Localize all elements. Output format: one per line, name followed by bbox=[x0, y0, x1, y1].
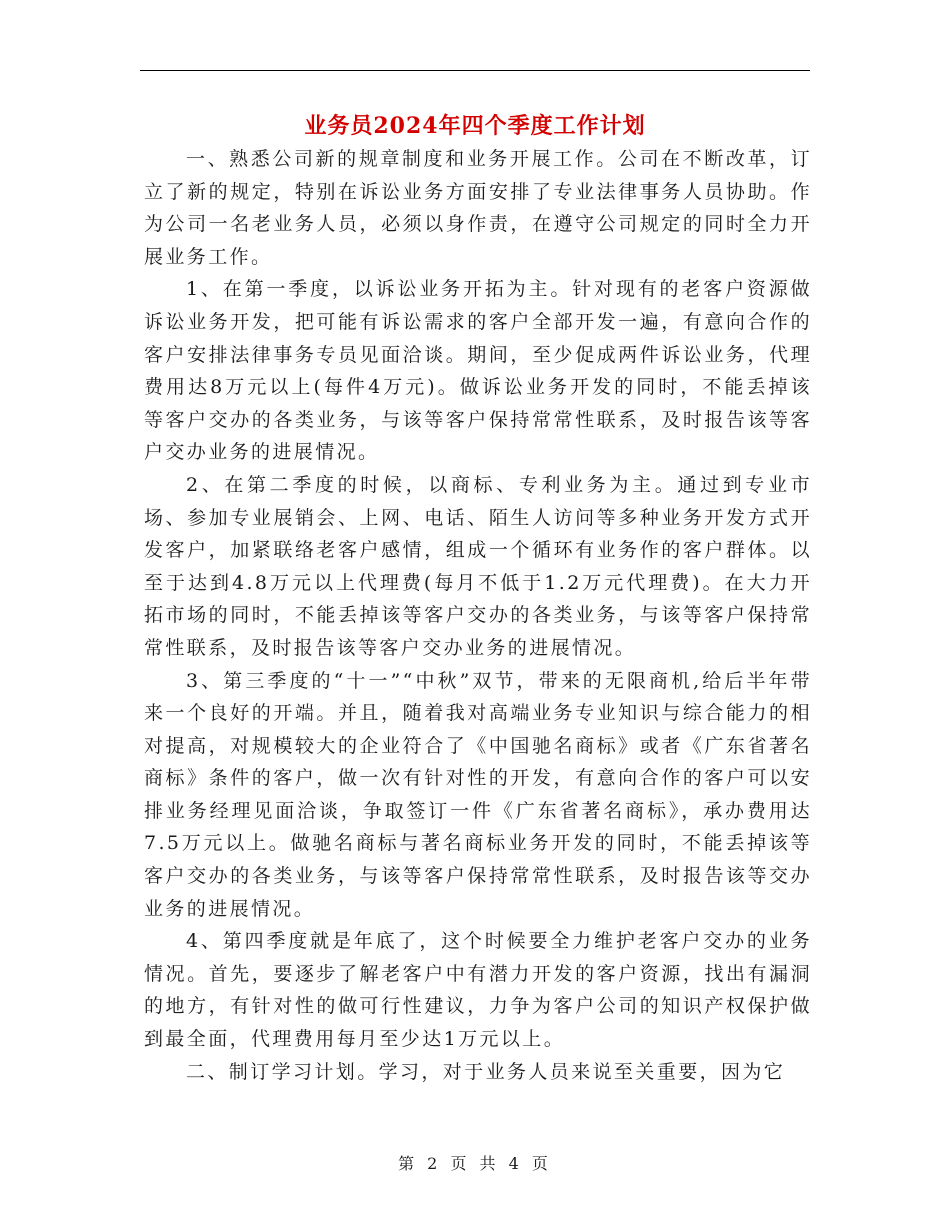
page-footer: 第 2 页 共 4 页 bbox=[398, 1154, 552, 1173]
paragraph-section-one: 一、熟悉公司新的规章制度和业务开展工作。公司在不断改革，订立了新的规定，特别在诉讼业务方面安排了专业法律事务人员协助。作为公司一名老业务人员，必须以身作责，在遵守公司规定的同时全力开展业务工作。 bbox=[144, 148, 812, 268]
paragraph-section-two: 二、制订学习计划。学习，对于业务人员来说至关重要，因为它 bbox=[186, 1060, 786, 1083]
paragraph-quarter-four: 4、第四季度就是年底了，这个时候要全力维护老客户交办的业务情况。首先，要逐步了解老客户中有潜力开发的客户资源，找出有漏洞的地方，有针对性的做可行性建议，力争为客户公司的知识产权保护做到最全面，代理费用每月至少达1万元以上。 bbox=[144, 930, 812, 1051]
paragraph-quarter-three: 3、第三季度的“十一”“中秋”双节，带来的无限商机,给后半年带来一个良好的开端。并且，随着我对高端业务专业知识与综合能力的相对提高，对规模较大的企业符合了《中国驰名商标》或者《广东省著名商标》条件的客户，做一次有针对性的开发，有意向合作的客户可以安排业务经理见面洽谈，争取签订一件《广东省著名商标》，承办费用达7.5万元以上。做驰名商标与著名商标业务开发的同时，不能丢掉该等客户交办的各类业务，与该等客户保持常常性联系，及时报告该等交办业务的进展情况。 bbox=[144, 669, 812, 920]
header-rule bbox=[140, 70, 810, 71]
document-title: 业务员2024年四个季度工作计划 bbox=[304, 113, 646, 139]
paragraph-quarter-two: 2、在第二季度的时候，以商标、专利业务为主。通过到专业市场、参加专业展销会、上网、电话、陌生人访问等多种业务开发方式开发客户，加紧联络老客户感情，组成一个循环有业务作的客户群体。以至于达到4.8万元以上代理费(每月不低于1.2万元代理费)。在大力开拓市场的同时，不能丢掉该等客户交办的各类业务，与该等客户保持常常性联系，及时报告该等客户交办业务的进展情况。 bbox=[144, 473, 812, 659]
document-body bbox=[144, 143, 812, 1088]
paragraph-quarter-one: 1、在第一季度，以诉讼业务开拓为主。针对现有的老客户资源做诉讼业务开发，把可能有诉讼需求的客户全部开发一遍，有意向合作的客户安排法律事务专员见面洽谈。期间，至少促成两件诉讼业务，代理费用达8万元以上(每件4万元)。做诉讼业务开发的同时，不能丢掉该等客户交办的各类业务，与该等客户保持常常性联系，及时报告该等客户交办业务的进展情况。 bbox=[144, 278, 812, 464]
